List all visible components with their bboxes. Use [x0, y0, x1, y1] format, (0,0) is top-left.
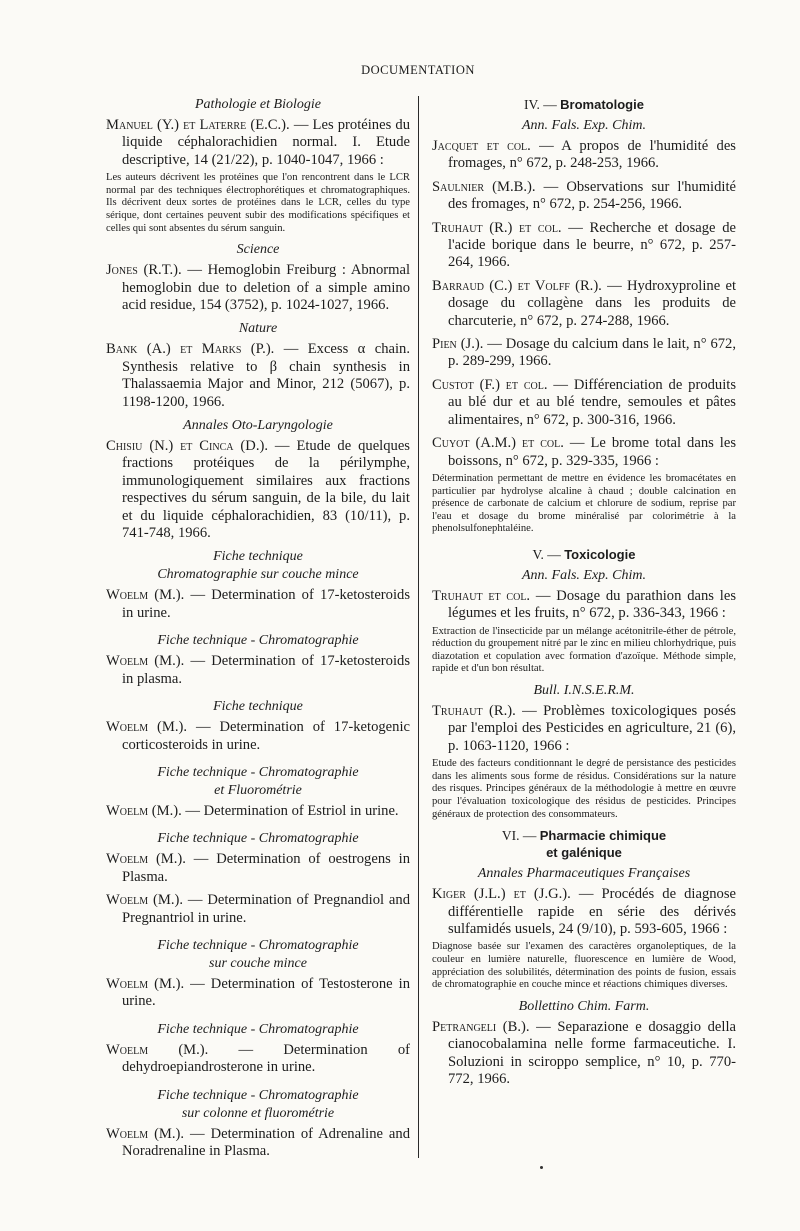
- bibliographic-entry: [432, 1019, 736, 1089]
- bibliographic-entry: [106, 976, 410, 1011]
- entry-text: — Dosage du calcium dans le lait, n° 672, p. 289-299, 1966.: [448, 336, 736, 370]
- page-dot-mark: [540, 1166, 543, 1169]
- journal-heading-line: Fiche technique - Chromatographie: [157, 937, 359, 953]
- entry-text: — Determination of 17-ketosteroids in urine.: [122, 587, 410, 621]
- entry-authors: Jones (R.T.).: [106, 262, 182, 279]
- journal-heading-line: Fiche technique: [213, 549, 303, 565]
- entry-authors: Truhaut (R.) et col.: [432, 219, 562, 236]
- journal-heading: Nature: [238, 321, 278, 337]
- bibliographic-entry: [432, 220, 736, 272]
- journal-heading-line: sur couche mince: [209, 955, 307, 971]
- bibliographic-entry: [106, 851, 410, 886]
- bibliographic-entry: [106, 719, 410, 754]
- entry-abstract: Extraction de l'insecticide par un mélange acétonitrile-éther de pétrole, réduction du groupement nitré par le zinc en milieu chlorhydrique, puis diazotation et copulation avec formation d'azoïque. Méthode simple, rapide et d'un bon résultat.: [432, 625, 736, 675]
- bibliographic-entry: [106, 892, 410, 927]
- entry-abstract: Détermination permettant de mettre en évidence les bromacétates en particulier par hydrolyse alcaline à chaud ; double calcination en présence de carbonate de calcium et chlorure de sodium, reprise par l'eau et dosage du brome minéralisé par colorimétrie à la phenolsulfonephtaléine.: [432, 472, 736, 535]
- entry-authors: Woelm (M.).: [106, 653, 185, 670]
- entry-authors: Jacquet et col.: [432, 138, 531, 154]
- journal-heading: Ann. Fals. Exp. Chim.: [521, 567, 647, 583]
- entry-authors: Woelm (M.).: [106, 851, 186, 868]
- entry-authors: Pien (J.).: [432, 336, 484, 353]
- entry-text: — Hydroxyproline et dosage du collagène dans les produits de charcuterie, n° 672, p. 274-288, 1966.: [448, 277, 736, 329]
- entry-text: — Recherche et dosage de l'acide borique dans le beurre, n° 672, p. 257-264, 1966.: [448, 219, 736, 271]
- bibliographic-entry: [106, 1042, 410, 1077]
- entry-text: — Procédés de diagnose différentielle rapide en série des dérivés sulfamidés usuels, 24 (9/10), p. 593-605, 1966 :: [448, 886, 736, 938]
- section-number: IV. —: [524, 97, 561, 112]
- bibliographic-entry: [106, 587, 410, 622]
- entry-authors: Woelm (M.).: [106, 587, 185, 604]
- entry-authors: Truhaut (R.).: [432, 703, 516, 720]
- entry-abstract: Les auteurs décrivent les protéines que l'on rencontrent dans le LCR normal par des techniques électrophorétiques et chromatographiques. Ils décrivent deux sortes de protéines dans le LCR, celles du type sérique, dont certaines peuvent subir des modifications spécifiques et celles qui sont absentes du sérum sanguin.: [106, 172, 410, 234]
- entry-text: — Determination of oestrogens in Plasma.: [122, 851, 410, 885]
- entry-text: — Determination of Estriol in urine.: [181, 802, 399, 819]
- entry-abstract: Diagnose basée sur l'examen des caractères organoleptiques, de la couleur en lumière naturelle, fluorescence en lumière de Wood, appréciation des solubilités, détermination des points de fusion, essais de chromatographie en couche mince et réactions chimiques diverses.: [432, 941, 736, 991]
- journal-heading: Ann. Fals. Exp. Chim.: [521, 118, 647, 133]
- left-column: [106, 96, 410, 1166]
- bibliographic-entry: [106, 262, 410, 314]
- section-heading: [432, 546, 736, 563]
- section-heading: [432, 96, 736, 113]
- entry-authors: Woelm (M.).: [106, 1041, 209, 1058]
- section-title: et galénique: [546, 845, 622, 861]
- journal-heading: Fiche technique - Chromatographie: [157, 831, 359, 847]
- bibliographic-entry: [432, 377, 736, 429]
- section-title: Toxicologie: [564, 546, 636, 562]
- bibliographic-entry: [432, 278, 736, 330]
- entry-text: — Determination of dehydroepiandrosterone in urine.: [122, 1041, 410, 1076]
- entry-text: — Les protéines du liquide céphalorachidien normal. I. Etude descriptive, 14 (21/22), p. 1040-1047, 1966 :: [122, 117, 410, 168]
- entry-text: — Dosage du parathion dans les légumes et les fruits, n° 672, p. 336-343, 1966 :: [448, 587, 736, 622]
- bibliographic-entry: [432, 138, 736, 173]
- bibliographic-entry: [432, 588, 736, 623]
- journal-heading: Annales Pharmaceutiques Françaises: [477, 866, 691, 882]
- entry-text: — Separazione e dosaggio della cianocobalamina nelle forme farmaceutiche. I. Soluzioni in sciroppo semplice, n° 10, p. 770-772, 1966.: [448, 1018, 736, 1088]
- bibliographic-entry: [106, 438, 410, 542]
- entry-text: — Hemoglobin Freiburg : Abnormal hemoglobin due to deletion of a simple amino acid residue, 154 (3752), p. 1024-1027, 1966.: [122, 262, 411, 313]
- journal-heading-line: sur colonne et fluorométrie: [181, 1105, 335, 1121]
- journal-heading: Annales Oto-Laryngologie: [183, 418, 333, 434]
- bibliographic-entry: [106, 1126, 410, 1161]
- entry-authors: Woelm (M.).: [106, 975, 185, 992]
- section-title: Pharmacie chimique: [539, 828, 667, 844]
- bibliographic-entry: [106, 653, 410, 688]
- entry-text: — Excess α chain. Synthesis relative to β chain synthesis in Thalassaemia Major and Minor, 212 (5067), p. 1198-1200, 1966.: [122, 341, 410, 410]
- journal-heading: Fiche technique - Chromatographie: [157, 1021, 359, 1037]
- journal-heading-line: Chromatographie sur couche mince: [157, 567, 359, 583]
- entry-text: — Etude de quelques fractions protéiques de la périlymphe, immunologiquement similaires aux fractions respectives du sérum sanguin, de la bile, du lait et du liquide céphalorachidien, 83 (10/11), p. 741-748, 1966.: [122, 438, 410, 542]
- entry-text: — Le brome total dans les boissons, n° 672, p. 329-335, 1966 :: [448, 435, 737, 469]
- entry-text: — Determination of 17-ketogenic corticosteroids in urine.: [122, 719, 410, 753]
- journal-heading: [106, 548, 410, 584]
- journal-heading: [106, 1087, 410, 1123]
- journal-heading: Bollettino Chim. Farm.: [518, 998, 650, 1014]
- entry-text: — Observations sur l'humidité des fromages, n° 672, p. 254-256, 1966.: [448, 178, 736, 213]
- section-number: VI. —: [501, 828, 540, 844]
- column-divider: [418, 96, 419, 1158]
- bibliographic-entry: [432, 703, 736, 755]
- section-title: Bromatologie: [560, 97, 644, 112]
- journal-heading: Fiche technique: [213, 699, 303, 715]
- entry-authors: Cuyot (A.M.) et col.: [432, 435, 564, 452]
- bibliographic-entry: [106, 117, 410, 169]
- journal-heading-line: Fiche technique - Chromatographie: [157, 1087, 359, 1103]
- right-column: [432, 96, 736, 1094]
- entry-text: — Determination of Pregnandiol and Pregnantriol in urine.: [122, 892, 410, 926]
- journal-heading: Fiche technique - Chromatographie: [157, 633, 359, 649]
- section-heading: [432, 827, 736, 861]
- entry-authors: Woelm (M.).: [106, 802, 182, 819]
- entry-authors: Manuel (Y.) et Laterre (E.C.).: [106, 117, 290, 133]
- entry-text: — A propos de l'humidité des fromages, n° 672, p. 248-253, 1966.: [448, 138, 736, 172]
- entry-text: — Determination of 17-ketosteroids in plasma.: [122, 653, 410, 687]
- entry-authors: Custot (F.) et col.: [432, 376, 548, 393]
- section-number: V. —: [532, 546, 565, 562]
- entry-authors: Bank (A.) et Marks (P.).: [106, 341, 275, 358]
- journal-heading-line: et Fluorométrie: [214, 782, 302, 798]
- entry-text: — Différenciation de produits au blé dur et au blé tendre, semoules et pâtes alimentaires, n° 672, p. 300-316, 1966.: [448, 376, 736, 428]
- entry-authors: Truhaut et col.: [432, 587, 531, 604]
- entry-authors: Woelm (M.).: [106, 719, 188, 736]
- entry-authors: Woelm (M.).: [106, 892, 183, 909]
- bibliographic-entry: [432, 886, 736, 938]
- entry-authors: Barraud (C.) et Volff (R.).: [432, 277, 602, 294]
- entry-authors: Chisiu (N.) et Cinca (D.).: [106, 438, 268, 455]
- bibliographic-entry: [106, 341, 410, 411]
- page-header: DOCUMENTATION: [361, 63, 475, 77]
- journal-heading-line: Fiche technique - Chromatographie: [157, 764, 359, 780]
- entry-text: — Problèmes toxicologiques posés par l'emploi des Pesticides en agriculture, 21 (6), p. 1063-1120, 1966 :: [448, 703, 736, 754]
- entry-abstract: Etude des facteurs conditionnant le degré de persistance des pesticides dans les aliments sous forme de résidus. Considérations sur la nature des risques. Principes généraux de la méthodologie à mettre en œuvre pour l'évaluation toxicologique des résidus de pesticides. Principes généraux de protection des consommateurs.: [432, 758, 736, 820]
- journal-heading: [106, 937, 410, 973]
- journal-heading: [106, 764, 410, 800]
- entry-text: — Determination of Adrenaline and Noradrenaline in Plasma.: [122, 1125, 410, 1159]
- entry-authors: Kiger (J.L.) et (J.G.).: [432, 886, 571, 903]
- bibliographic-entry: [432, 179, 736, 214]
- bibliographic-entry: [432, 336, 736, 371]
- entry-authors: Woelm (M.).: [106, 1125, 185, 1142]
- bibliographic-entry: [432, 435, 736, 470]
- entry-authors: Saulnier (M.B.).: [432, 178, 536, 195]
- journal-heading: Bull. I.N.S.E.R.M.: [533, 683, 635, 699]
- entry-text: — Determination of Testosterone in urine.: [122, 975, 410, 1010]
- journal-heading: Science: [236, 242, 280, 258]
- bibliographic-entry: [106, 803, 410, 820]
- entry-authors: Petrangeli (B.).: [432, 1018, 530, 1035]
- journal-heading: Pathologie et Biologie: [195, 97, 321, 112]
